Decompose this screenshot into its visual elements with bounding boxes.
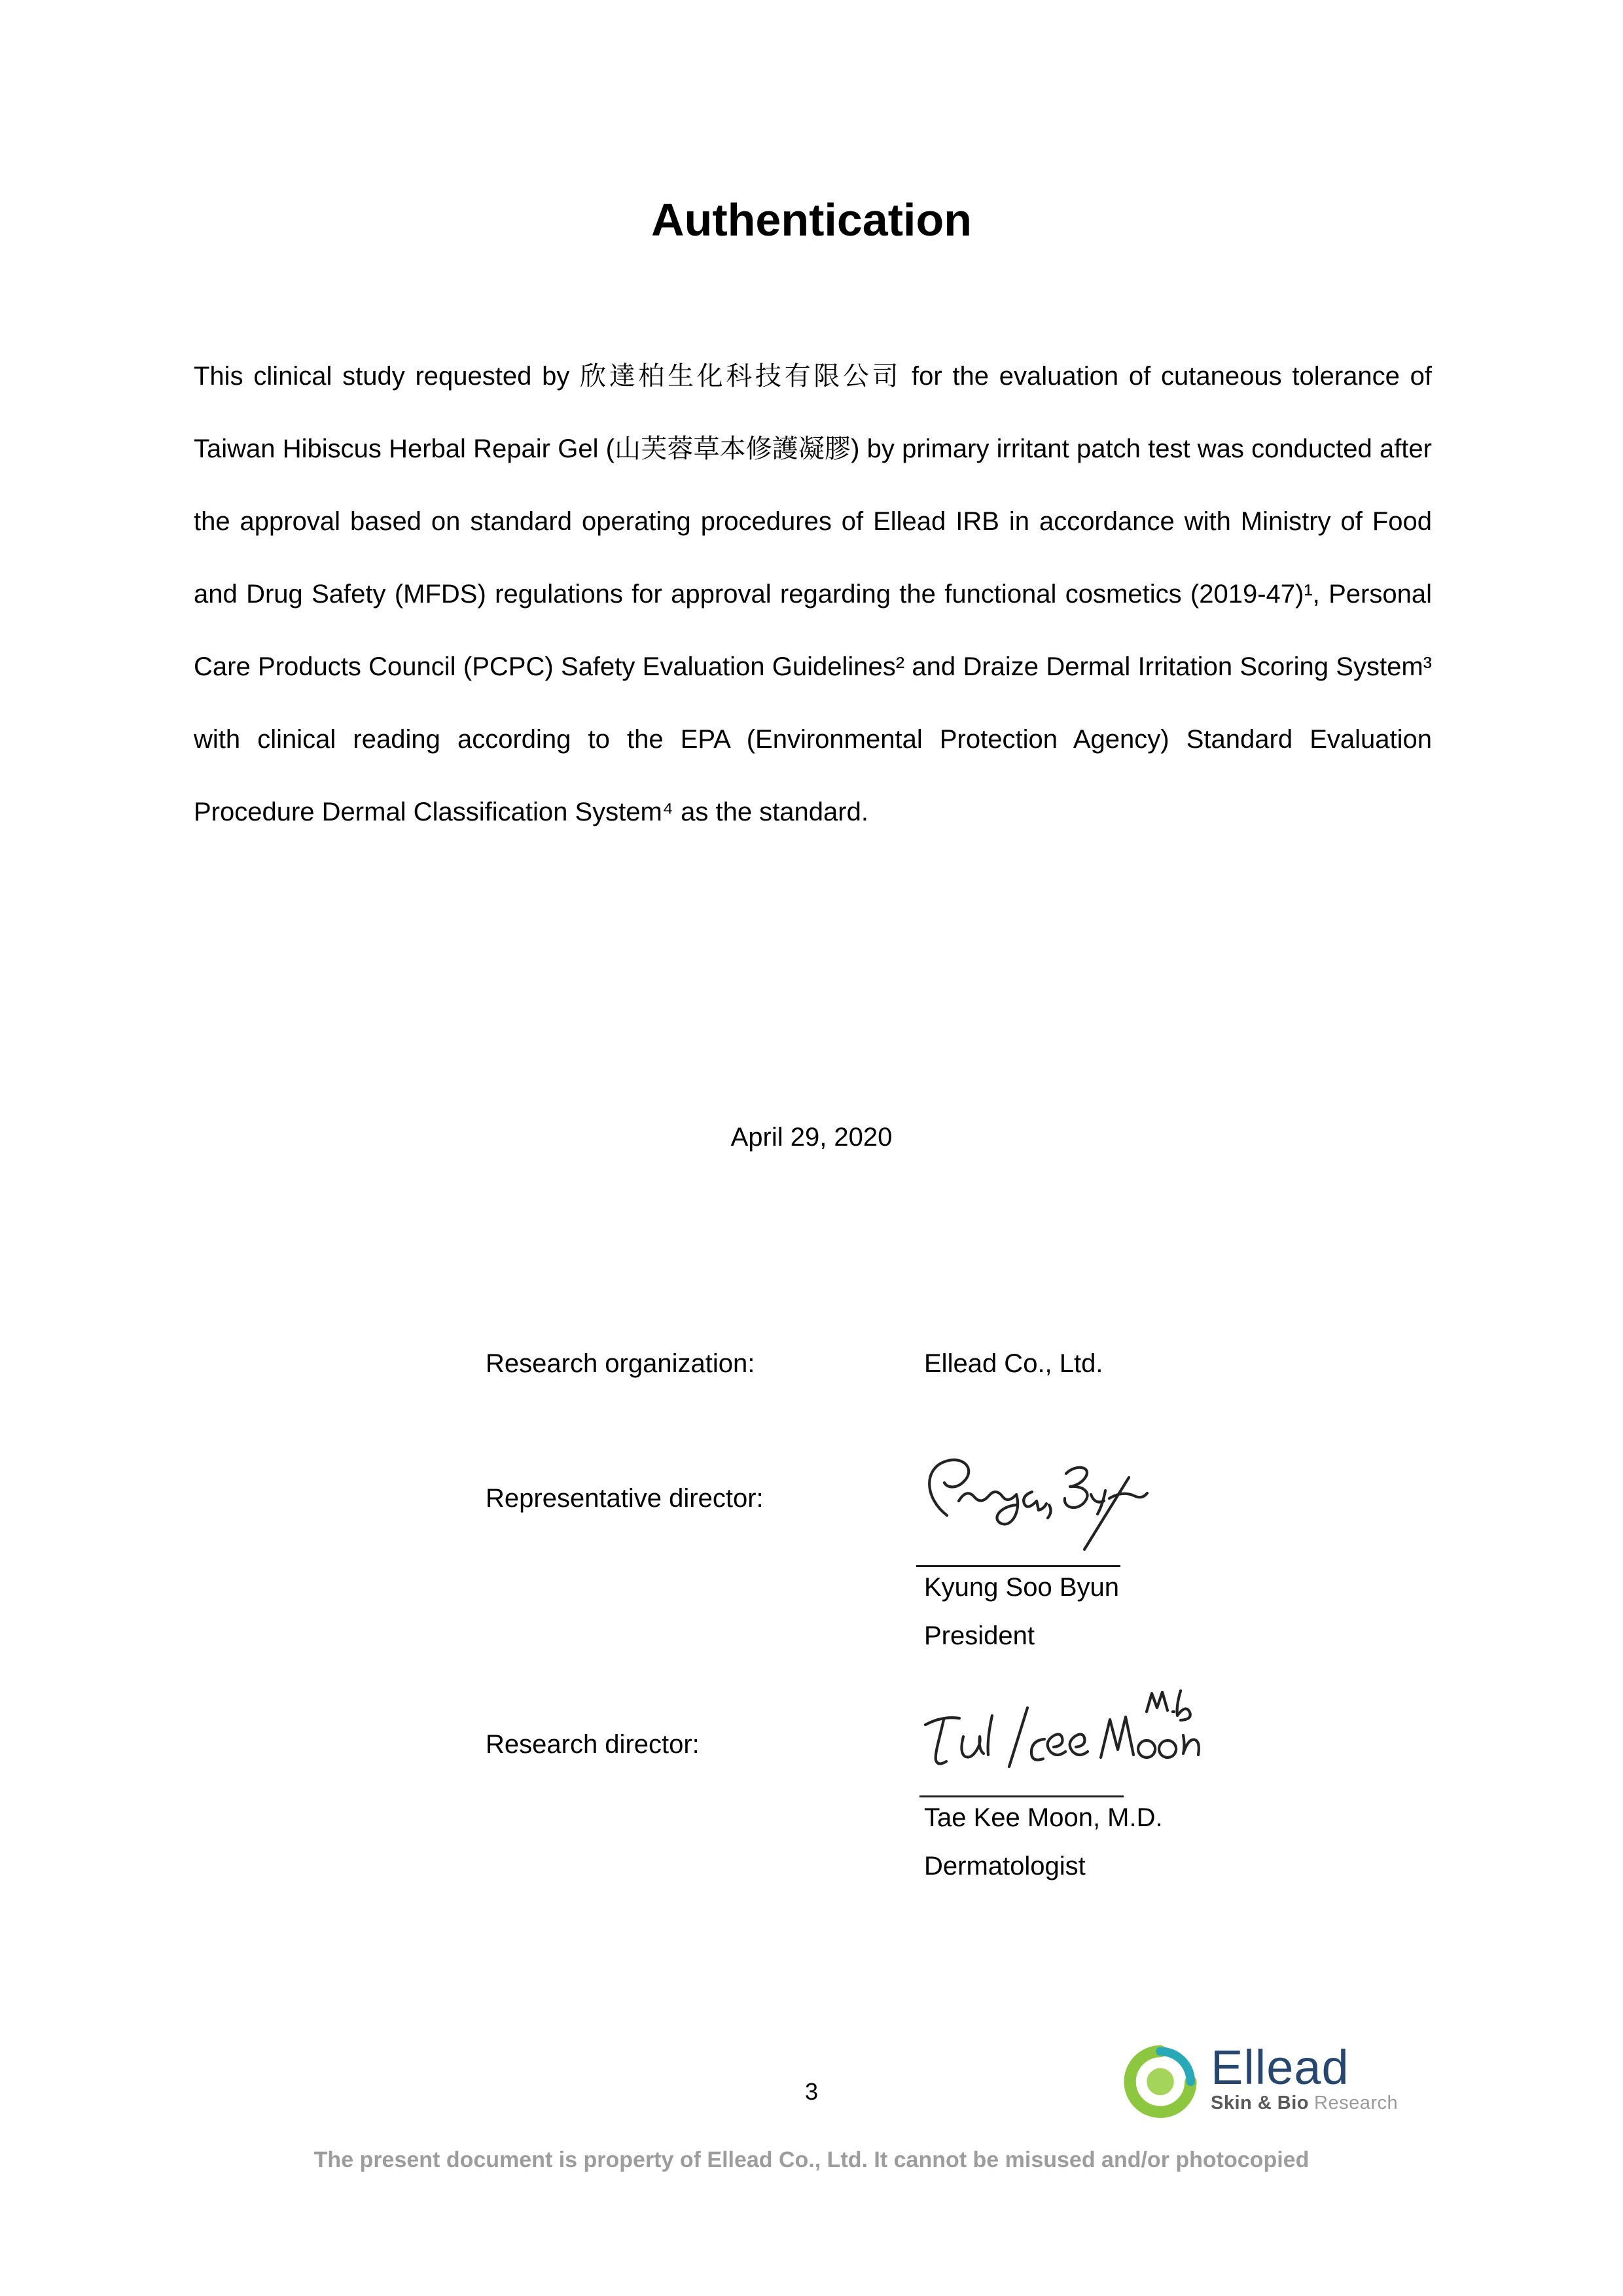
representative-signature [913,1438,1149,1569]
logo-brand-text: Ellead [1211,2040,1349,2094]
logo-tagline-light: Research [1314,2093,1399,2113]
body-paragraph: This clinical study requested by 欣達柏生化科技有限公司 for the evaluation of cutaneous tolerance of Taiwan Hibiscus Herbal Repair Gel (山芙蓉草本修護凝膠) by primary irritant patch test was conducted after the approval based on standard operating procedures of Ellead IRB in accordance with Ministry of Food and Drug Safety (MFDS) regulations for approval regarding the functional cosmetics (2019-47)¹, Personal Care Products Council (PCPC) Safety Evaluation Guidelines² and Draize Dermal Irritation Scoring System³ with clinical reading according to the EPA (Environmental Protection Agency) Standard Evaluation Procedure Dermal Classification System⁴ as the standard. [194,362,1432,826]
page-number: 3 [804,2078,819,2105]
research-organization-value: Ellead Co., Ltd. [924,1349,1103,1378]
representative-director-name: Kyung Soo Byun [924,1573,1119,1602]
research-director-label: Research director: [486,1730,700,1759]
logo-tagline-bold: Skin & Bio [1211,2093,1310,2113]
representative-director-label: Representative director: [486,1484,764,1513]
research-director-name: Tae Kee Moon, M.D. [924,1803,1163,1832]
representative-signature-line [916,1565,1120,1567]
logo-tagline [1211,2093,1398,2114]
page-title: Authentication [651,194,972,245]
representative-director-title: President [924,1621,1035,1650]
footer-note: The present document is property of Ellead Co., Ltd. It cannot be misused and/or photocopied [313,2147,1310,2172]
document-date: April 29, 2020 [730,1123,893,1152]
logo-text-column [1211,2040,1399,2114]
research-signature-line [919,1795,1124,1797]
research-director-signature [916,1688,1198,1793]
ellead-logo-icon [1120,2040,1200,2120]
ellead-logo [1120,2040,1398,2120]
research-organization-label: Research organization: [486,1349,755,1378]
research-director-title: Dermatologist [924,1852,1086,1881]
